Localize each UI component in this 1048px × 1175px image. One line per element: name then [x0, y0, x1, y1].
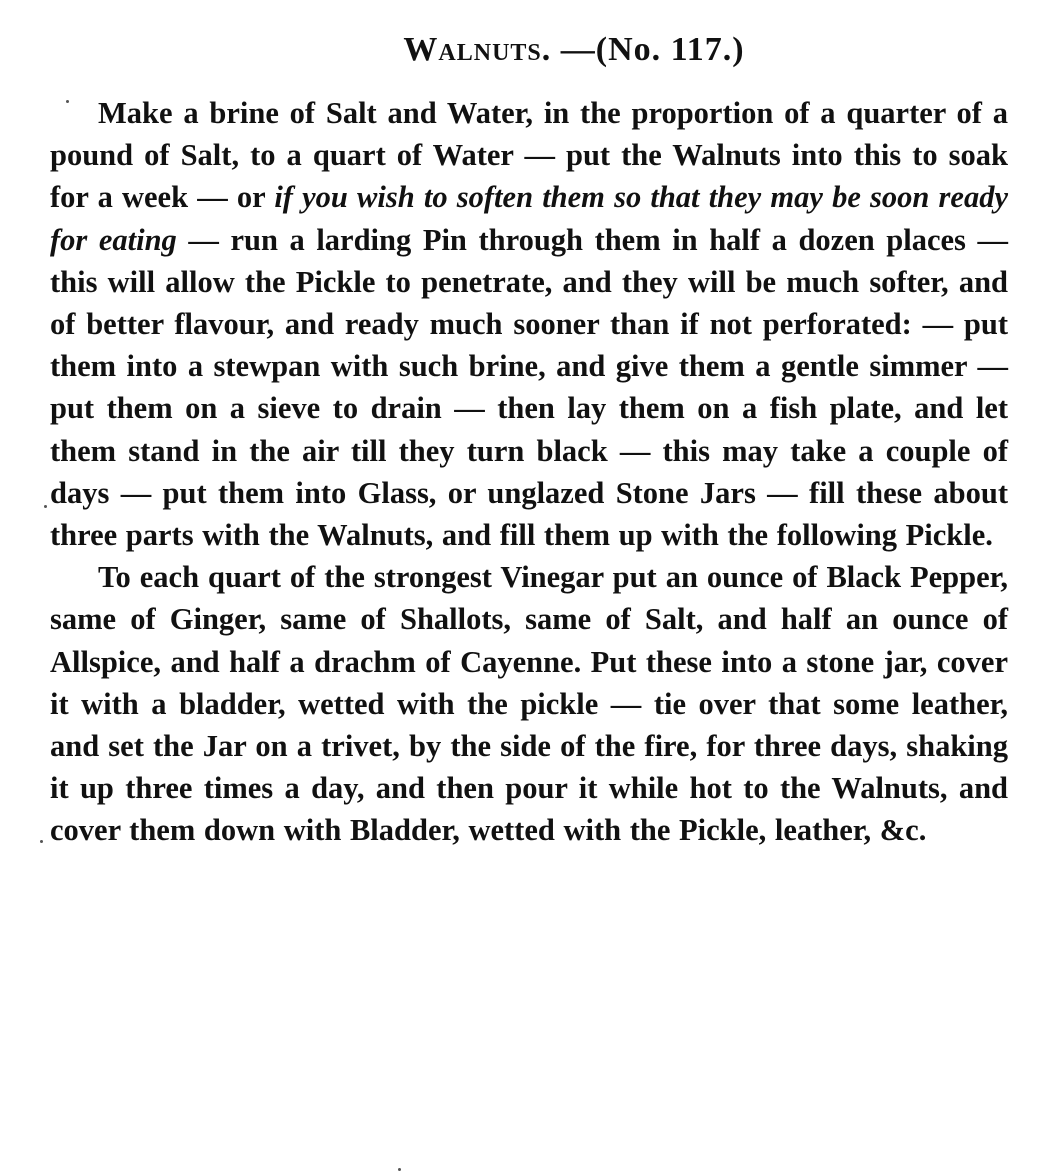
- print-speck: [44, 505, 47, 508]
- recipe-paragraph-1: [50, 92, 1008, 556]
- print-speck: [66, 100, 69, 103]
- recipe-number: —(No. 117.): [560, 31, 745, 68]
- recipe-page: [50, 28, 1008, 852]
- recipe-title: Walnuts.: [403, 31, 552, 68]
- paragraph-1-text-b: — run a larding Pin through them in half a dozen places — this will allow the Pickle to penetrate, and they will be much softer, and of better flavour, and ready much sooner than if not perforated: — put them into a stewpan with such brine, and give them a gentle simmer — put them on a sieve to drain — then lay them on a fish plate, and let them stand in the air till they turn black — this may take a couple of days — put them into Glass, or unglazed Stone Jars — fill these about three parts with the Walnuts, and fill them up with the following Pickle.: [50, 222, 1008, 553]
- recipe-paragraph-2: To each quart of the strongest Vinegar put an ounce of Black Pepper, same of Ginger, same of Shallots, same of Salt, and half an ounce of Allspice, and half a drachm of Cayenne. Put these into a stone jar, cover it with a bladder, wetted with the pickle — tie over that some leather, and set the Jar on a trivet, by the side of the fire, for three days, shaking it up three times a day, and then pour it while hot to the Walnuts, and cover them down with Bladder, wetted with the Pickle, leather, &c.: [50, 560, 1008, 848]
- paragraph-1-text-a: Make a brine of Salt and Water, in the proportion of a quarter of a pound of Salt, to a quart of Water — put the Walnuts into this to soak for a week — or: [50, 96, 1008, 215]
- recipe-heading: [50, 28, 1008, 72]
- print-speck: [40, 840, 43, 843]
- paragraph-1-italic-text: if you wish to soften them so that they may be soon ready for eating: [50, 180, 1008, 257]
- print-speck: [398, 1168, 401, 1171]
